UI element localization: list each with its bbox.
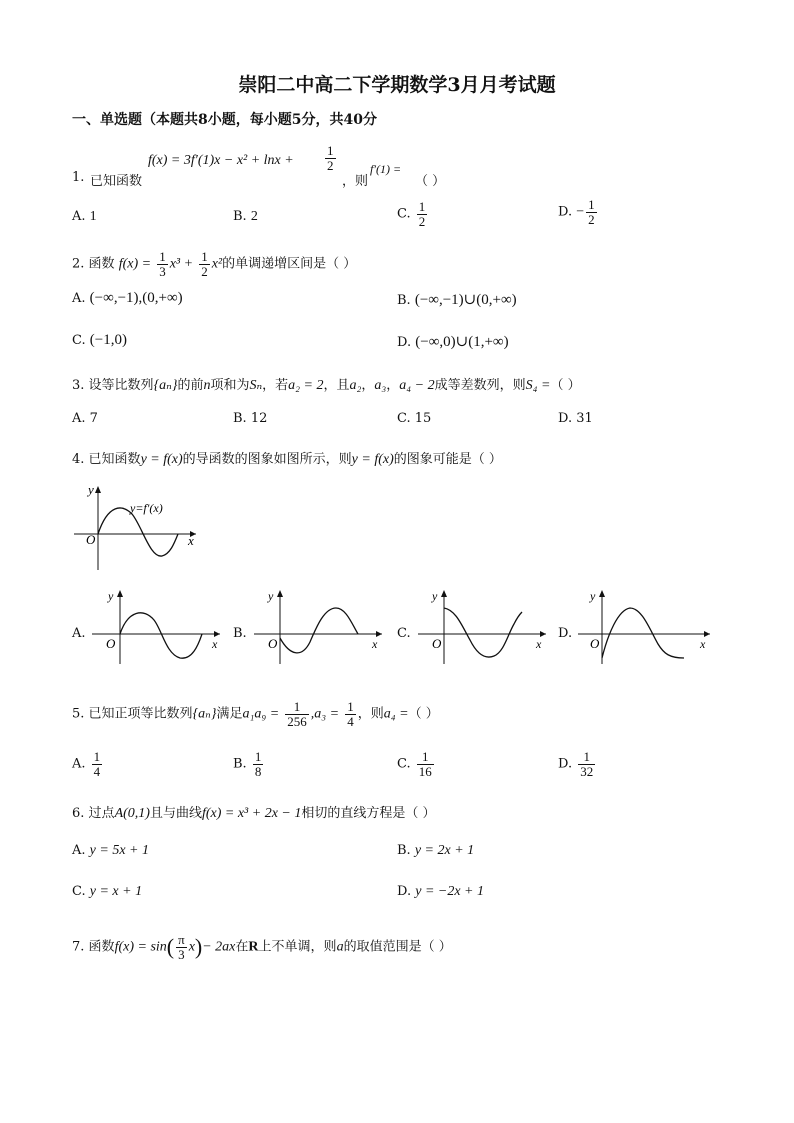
q4-option-b-label: B.	[233, 626, 247, 641]
q7-stem: 7. 函数f(x) = sin( $\frac{\pi}{3}$ x)− 2ax在R上不单调，则a的取值范围是（ ）	[72, 932, 452, 962]
q5-option-c: C. $\frac{1}{16}$	[397, 749, 432, 779]
q4-option-d-graph	[574, 586, 714, 666]
q1-formula2: f′(1) =	[370, 162, 402, 176]
q3-stem: 3. 设等比数列{aₙ}的前n项和为Sₙ，若a₂ = 2，且a₂，a₃，a₄ − 2成等差数列，则S₄ =（ ）	[72, 378, 581, 393]
svg-text:y: y	[590, 589, 596, 603]
q1-option-b: B. 2	[233, 209, 258, 224]
q6-stem: 6. 过点A(0,1)且与曲线f(x) = x³ + 2x − 1相切的直线方程是（ ）	[72, 806, 436, 821]
q4-stem: 4. 已知函数y = f(x)的导函数的图象如图所示，则y = f(x)的图象可能是（ ）	[72, 452, 502, 467]
svg-text:O: O	[106, 636, 116, 651]
q1-formula: f(x) = 3f′(1)x − x² + lnx +	[148, 153, 294, 168]
svg-text:O: O	[432, 636, 442, 651]
q6-option-d: D. y = −2x + 1	[397, 884, 485, 899]
q5-option-b: B. $\frac{1}{8}$	[233, 749, 262, 779]
q2-stem: 2. 函数 f(x) = $\frac{1}{3}$ x³ + $\frac{1}{2}$ x²的单调递增区间是（ ）	[72, 249, 357, 279]
q5-option-d: D. $\frac{1}{32}$	[558, 749, 594, 779]
q6-option-a: A. y = 5x + 1	[72, 843, 149, 858]
q1-text-b: ，则	[342, 174, 369, 189]
svg-text:x: x	[700, 637, 706, 651]
q6-option-b: B. y = 2x + 1	[397, 843, 475, 858]
q2-option-a: A. (−∞,−1),(0,+∞)	[72, 290, 183, 306]
svg-text:x: x	[372, 637, 378, 651]
q4-option-a-label: A.	[72, 626, 86, 641]
q1-text-a: 已知函数	[90, 174, 143, 189]
q3-option-a: A. 7	[72, 411, 98, 426]
derivative-graph	[70, 482, 200, 574]
q4-option-c-label: C.	[397, 626, 411, 641]
svg-text:y: y	[108, 589, 114, 603]
q2-option-d: D. (−∞,0)∪(1,+∞)	[397, 334, 509, 350]
q1-blank: （ ）	[415, 174, 446, 189]
q6-option-c: C. y = x + 1	[72, 884, 143, 899]
svg-text:x: x	[536, 637, 542, 651]
q3-option-c: C. 15	[397, 411, 432, 426]
q2-option-c: C. (−1,0)	[72, 332, 127, 348]
deriv-x-label: x	[188, 533, 194, 548]
q1-number: 1.	[72, 170, 85, 185]
svg-text:O: O	[590, 636, 600, 651]
q3-option-b: B. 12	[233, 411, 268, 426]
q3-option-d: D. 31	[558, 411, 593, 426]
svg-text:y: y	[268, 589, 274, 603]
deriv-curve-label: y=f′(x)	[130, 501, 163, 515]
deriv-y-label: y	[88, 482, 94, 497]
page-title: 崇阳二中高二下学期数学3月月考试题	[238, 74, 556, 96]
q4-option-b-graph	[250, 586, 385, 666]
q5-option-a: A. $\frac{1}{4}$	[72, 749, 101, 779]
svg-text:O: O	[268, 636, 278, 651]
section-heading: 一、单选题（本题共8小题，每小题5分，共40分	[72, 112, 377, 128]
q4-option-a-graph	[88, 586, 223, 666]
q5-stem: 5. 已知正项等比数列{aₙ}满足a₁a₉ = $\frac{1}{256}$ ,a₃ = $\frac{1}{4}$ ，则a₄ =（ ）	[72, 699, 439, 729]
svg-text:x: x	[212, 637, 218, 651]
q1-option-c: C. $\frac{1}{2}$	[397, 199, 426, 229]
q1-formula-fraction: $\frac{1}{2}$	[327, 143, 334, 173]
deriv-origin-label: O	[86, 532, 96, 547]
q4-option-d-label: D.	[558, 626, 573, 641]
q1-option-a: A. 1	[72, 209, 97, 224]
q1-option-d: D. − $\frac{1}{2}$	[558, 197, 595, 227]
svg-text:y: y	[432, 589, 438, 603]
q2-option-b: B. (−∞,−1)∪(0,+∞)	[397, 292, 517, 308]
q4-option-c-graph	[414, 586, 549, 666]
